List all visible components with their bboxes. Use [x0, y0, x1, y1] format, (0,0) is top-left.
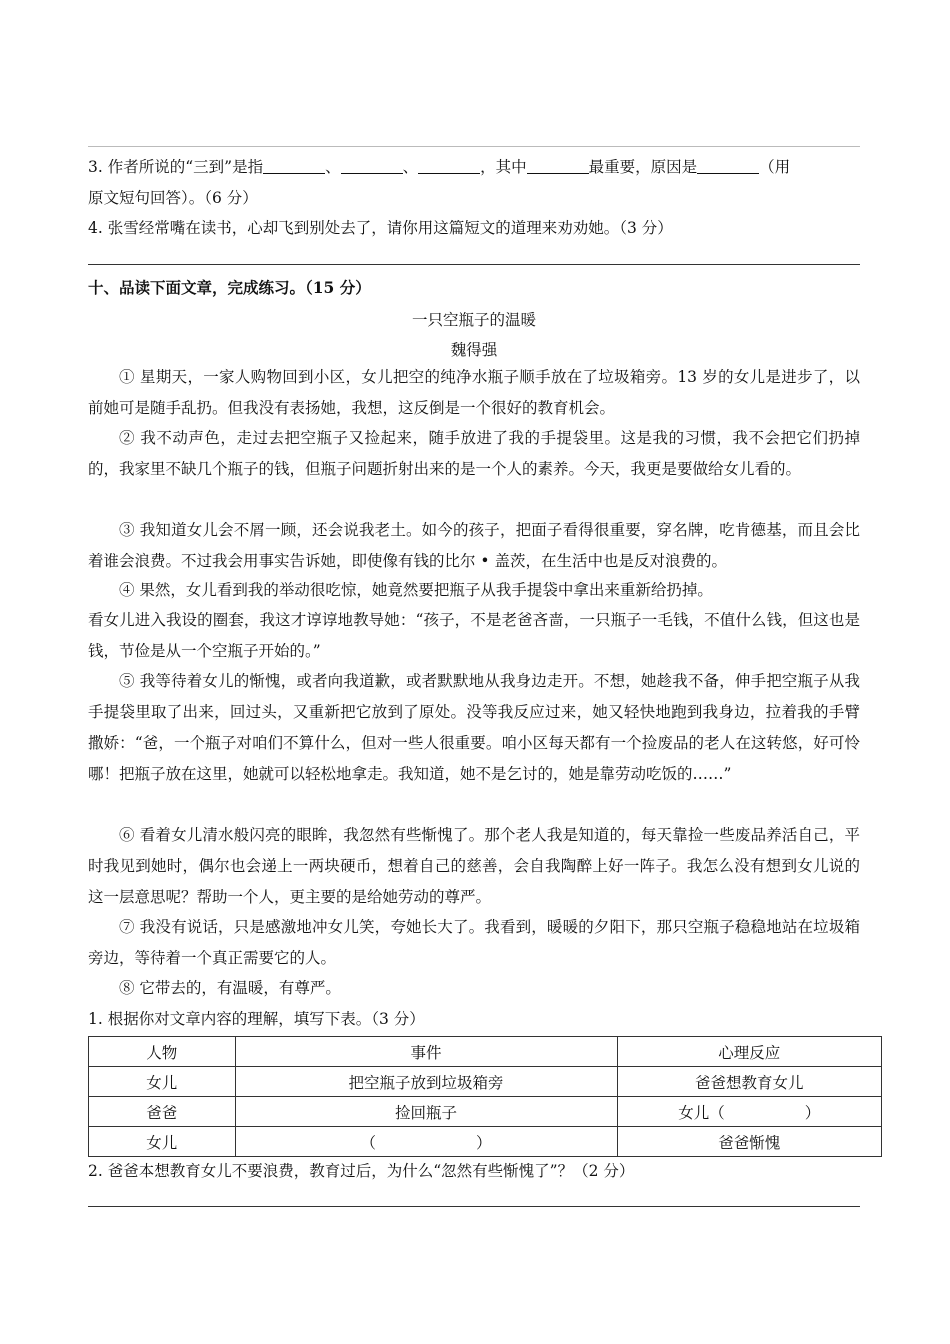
paragraph-3: ③ 我知道女儿会不屑一顾，还会说我老土。如今的孩子，把面子看得很重要，穿名牌，吃肯德基，而且会比着谁会浪费。不过我会用事实告诉她，即使像有钱的比尔 • 盖茨，在生活中也是反对浪费的。 [88, 521, 860, 570]
question-3-line1 [88, 156, 860, 178]
question-2: 2. 爸爸本想教育女儿不要浪费，教育过后，为什么“忽然有些惭愧了”？（2 分） [88, 1162, 635, 1180]
answer-blank[interactable] [697, 157, 759, 174]
q3-text-a: 3. 作者所说的“三到”是指 [88, 158, 264, 176]
table-cell: 捡回瓶子 [235, 1097, 617, 1127]
answer-blank[interactable] [263, 157, 325, 174]
question-3-line2: 原文短句回答）。（6 分） [88, 189, 258, 207]
question-4: 4. 张雪经常嘴在读书，心却飞到别处去了，请你用这篇短文的道理来劝劝她。（3 分） [88, 219, 673, 237]
question-1: 1. 根据你对文章内容的理解，填写下表。（3 分） [88, 1010, 425, 1028]
q3-sep: 、 [402, 158, 419, 176]
q3-text-d: （用 [759, 158, 791, 176]
table-header: 人物 [89, 1037, 236, 1067]
table-cell: 爸爸想教育女儿 [617, 1067, 881, 1097]
paragraph-1: ① 星期天，一家人购物回到小区，女儿把空的纯净水瓶子顺手放在了垃圾箱旁。13 岁的女儿是进步了，以前她可是随手乱扔。但我没有表扬她，我想，这反倒是一个很好的教育机会。 [88, 368, 860, 417]
paragraph-7: ⑦ 我没有说话，只是感激地冲女儿笑，夸她长大了。我看到，暖暖的夕阳下，那只空瓶子稳稳地站在垃圾箱旁边，等待着一个真正需要它的人。 [88, 918, 860, 967]
paragraph-4: ④ 果然，女儿看到我的举动很吃惊，她竟然要把瓶子从我手提袋中拿出来重新给扔掉。 [119, 581, 713, 599]
table-cell-blank[interactable] [617, 1097, 881, 1127]
table-cell-blank[interactable] [235, 1127, 617, 1157]
table-cell: 女儿 [89, 1127, 236, 1157]
table-header-row [89, 1037, 882, 1067]
answer-line[interactable] [88, 1206, 860, 1207]
answer-blank[interactable] [527, 157, 589, 174]
paren-close: ） [804, 1103, 821, 1122]
q3-text-b: ，其中 [480, 158, 527, 176]
table-cell: 把空瓶子放到垃圾箱旁 [235, 1067, 617, 1097]
q3-sep: 、 [325, 158, 341, 176]
article-title: 一只空瓶子的温暖 [411, 311, 536, 329]
section-heading: 十、品读下面文章，完成练习。（15 分） [88, 278, 371, 297]
paragraph-6: ⑥ 看着女儿清水般闪亮的眼眸，我忽然有些惭愧了。那个老人我是知道的，每天靠捡一些废品养活自己，平时我见到她时，偶尔也会递上一两块硬币，想着自己的慈善，会自我陶醉上好一阵子。我怎么没有想到女儿说的这一层意思呢？帮助一个人，更主要的是给她劳动的尊严。 [88, 826, 860, 906]
answer-line [88, 146, 860, 147]
answer-table [88, 1036, 882, 1157]
table-row [89, 1097, 882, 1127]
article-author: 魏得强 [450, 341, 498, 359]
paragraph-2: ② 我不动声色，走过去把空瓶子又捡起来，随手放进了我的手提袋里。这是我的习惯，我不会把它们扔掉的，我家里不缺几个瓶子的钱，但瓶子问题折射出来的是一个人的素养。今天，我更是要做给女儿看的。 [88, 429, 860, 478]
table-header: 事件 [235, 1037, 617, 1067]
paragraph-8: ⑧ 它带去的，有温暖，有尊严。 [119, 979, 341, 997]
table-cell: 爸爸 [89, 1097, 236, 1127]
table-cell: 女儿 [89, 1067, 236, 1097]
paragraph-4b: 看女儿进入我设的圈套，我这才谆谆地教导她：“孩子，不是老爸吝啬，一只瓶子一毛钱，不值什么钱，但这也是钱，节俭是从一个空瓶子开始的。” [88, 611, 860, 660]
answer-blank[interactable] [341, 157, 403, 174]
q3-text-c: 最重要，原因是 [588, 158, 698, 176]
paren-open: （ [360, 1133, 377, 1152]
table-header: 心理反应 [617, 1037, 881, 1067]
paren-open: 女儿（ [678, 1103, 725, 1122]
table-row [89, 1127, 882, 1157]
paren-close: ） [476, 1133, 492, 1152]
table-row [89, 1067, 882, 1097]
paragraph-5: ⑤ 我等待着女儿的惭愧，或者向我道歉，或者默默地从我身边走开。不想，她趁我不备，伸手把空瓶子从我手提袋里取了出来，回过头，又重新把它放到了原处。没等我反应过来，她又轻快地跑到我身边，拉着我的手臂撒娇：“爸，一个瓶子对咱们不算什么，但对一些人很重要。咱小区每天都有一个捡废品的老人在这转悠，好可怜哪！把瓶子放在这里，她就可以轻松地拿走。我知道，她不是乞讨的，她是靠劳动吃饭的……” [88, 672, 860, 783]
answer-blank[interactable] [418, 157, 480, 174]
table-cell: 爸爸惭愧 [617, 1127, 881, 1157]
answer-line[interactable] [88, 264, 860, 265]
